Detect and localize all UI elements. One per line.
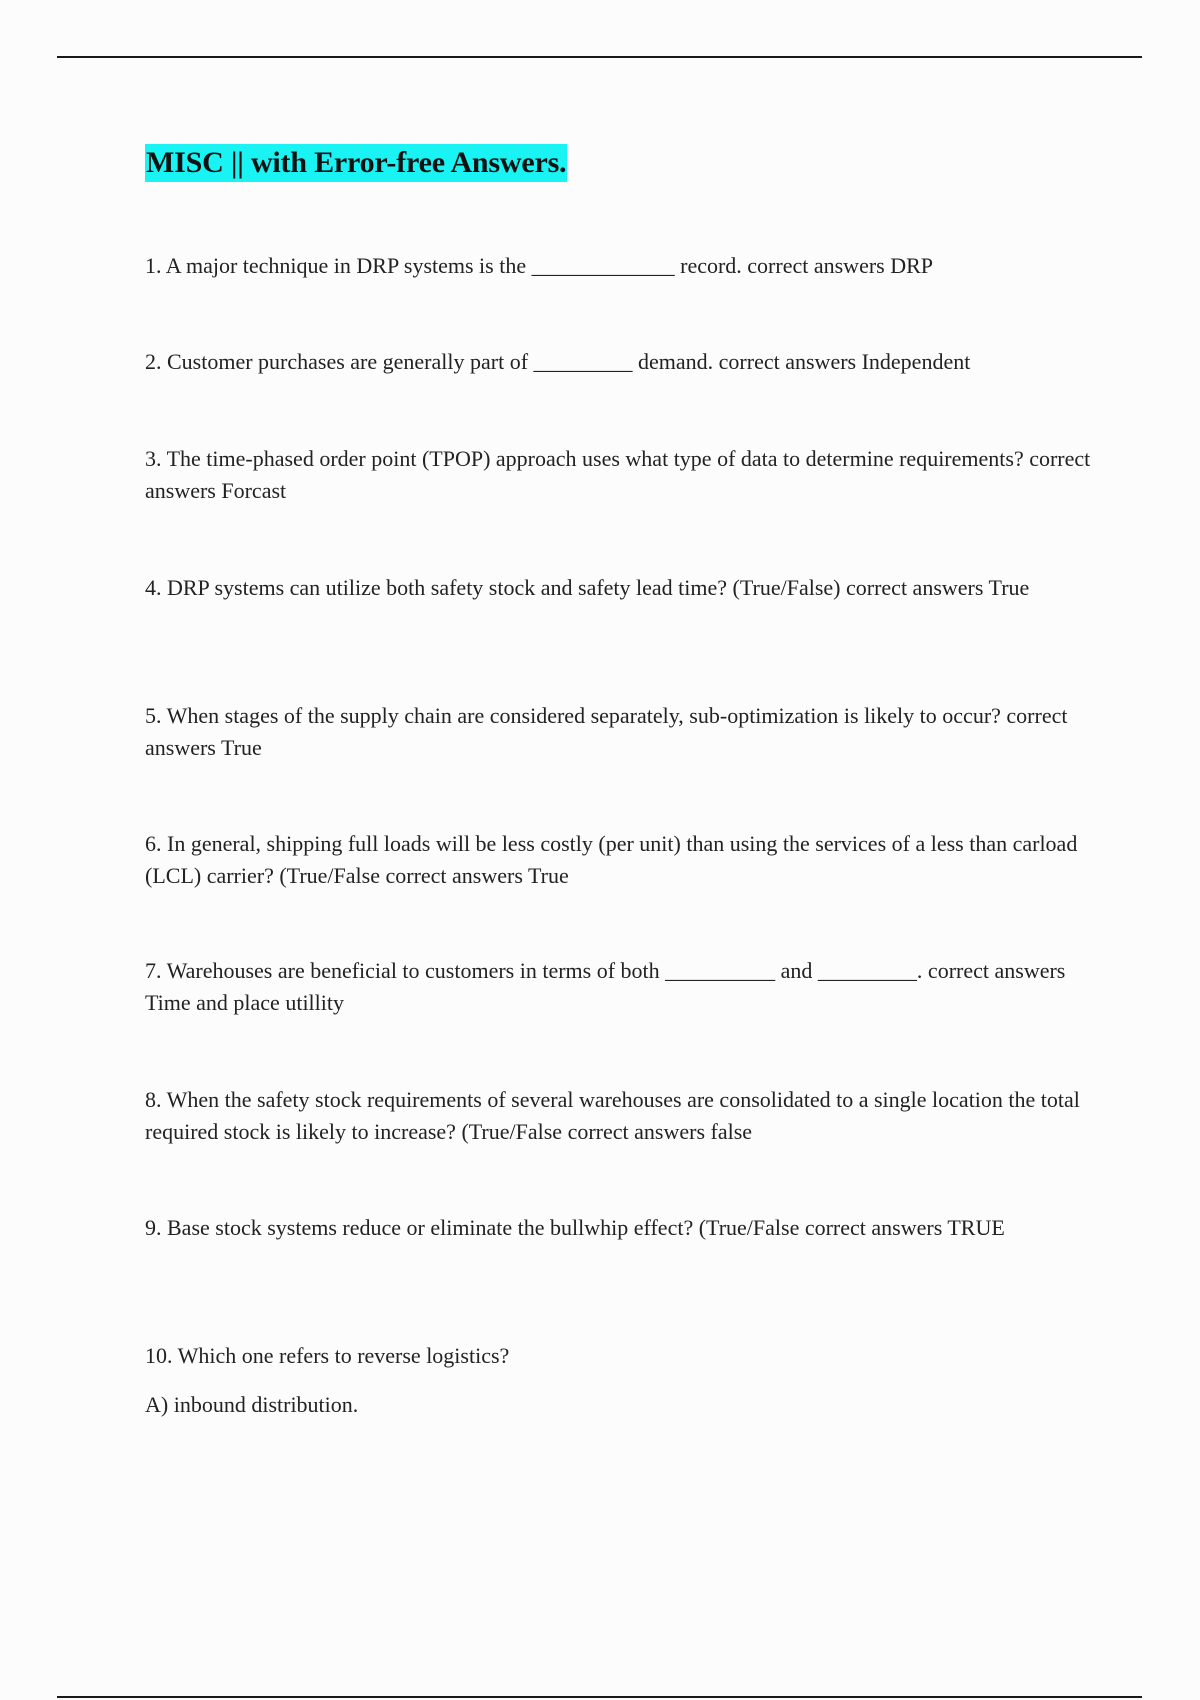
document-title: MISC || with Error-free Answers.	[145, 144, 567, 182]
option-a: A) inbound distribution.	[145, 1392, 359, 1417]
header-rule	[57, 56, 1142, 58]
question-4: 4. DRP systems can utilize both safety stock and safety lead time? (True/False) correct answers True	[145, 575, 1030, 600]
question-6: 6. In general, shipping full loads will be less costly (per unit) than using the services of a less than carload (LCL) carrier? (True/False correct answers True	[145, 831, 1078, 888]
question-3: 3. The time-phased order point (TPOP) approach uses what type of data to determine requirements? correct answers Forcast	[145, 446, 1091, 503]
question-2: 2. Customer purchases are generally part of _________ demand. correct answers Independent	[145, 349, 971, 374]
question-10: 10. Which one refers to reverse logistics?	[145, 1343, 510, 1368]
question-9: 9. Base stock systems reduce or eliminate the bullwhip effect? (True/False correct answers TRUE	[145, 1215, 1005, 1240]
question-1: 1. A major technique in DRP systems is the _____________ record. correct answers DRP	[145, 253, 934, 278]
question-8: 8. When the safety stock requirements of several warehouses are consolidated to a single location the total required stock is likely to increase? (True/False correct answers false	[145, 1087, 1080, 1144]
footer-rule	[57, 1696, 1142, 1698]
question-7: 7. Warehouses are beneficial to customers in terms of both __________ and _________. correct answers Time and place utillity	[145, 958, 1066, 1015]
title-block	[145, 144, 567, 182]
question-5: 5. When stages of the supply chain are considered separately, sub-optimization is likely to occur? correct answers True	[145, 703, 1068, 760]
